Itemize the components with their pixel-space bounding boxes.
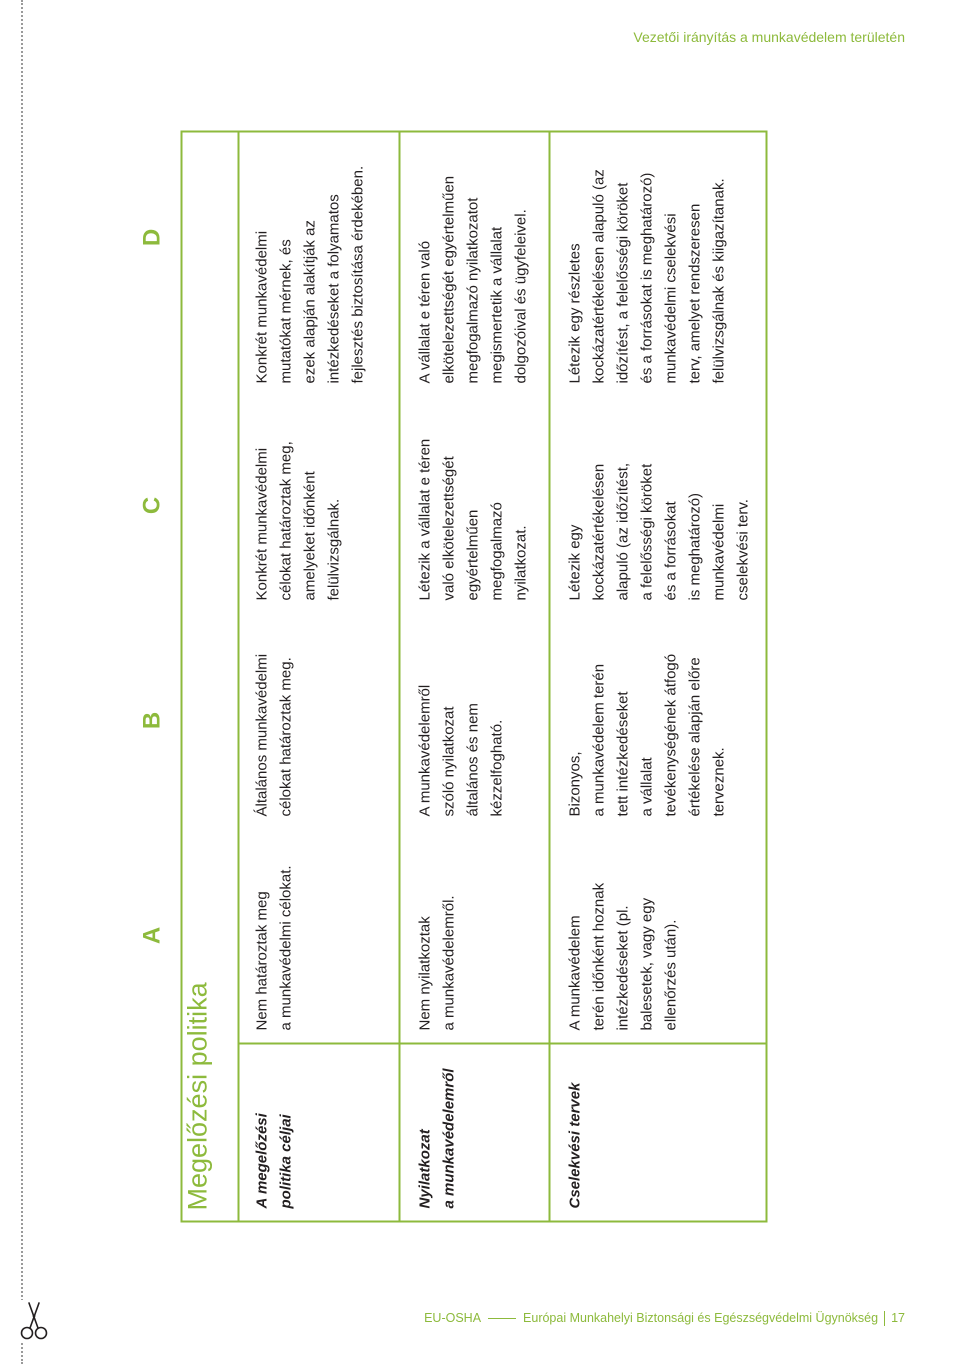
column-header-b: B: [138, 711, 165, 729]
column-headers: [132, 130, 172, 1222]
footer-vertical-divider: [884, 1311, 885, 1326]
column-header-d: D: [138, 228, 165, 246]
footer-dash-divider: [488, 1318, 516, 1319]
table-row-osh-statement: [400, 132, 550, 1220]
maturity-table: [180, 130, 767, 1222]
cell-osh-statement-a: Nem nyilatkoztak a munkavédelemről.: [416, 894, 457, 1030]
row-label-osh-statement: Nyilatkozat a munkavédelemről: [400, 1042, 548, 1220]
footer-org-full: Európai Munkahelyi Biztonsági és Egészségvédelmi Ügynökség: [523, 1311, 879, 1325]
cell-policy-goals-d: Konkrét munkavédelmi mutatókat mérnek, és ezek alapján alakítják az intézkedéseket a folyamatos fejlesztés biztosítása érdekében.: [253, 165, 366, 383]
cell-osh-statement-b: A munkavédelemről szóló nyilatkozat általános és nem kézzelfogható.: [416, 684, 505, 816]
cell-policy-goals-a: Nem határoztak meg a munkavédelmi célokat.: [253, 864, 294, 1030]
cell-action-plans-d: Létezik egy részletes kockázatértékelésen alapuló (az időzítést, a felelősségi köröket és a forrásokat is meghatározó) munkavédelmi cselekvési terv, amelyet rendszeresen felülvizsgálnak és kiigazítanak.: [566, 168, 727, 383]
cell-policy-goals-b: Általános munkavédelmi célokat határoztak meg.: [253, 653, 294, 816]
column-header-a: A: [138, 926, 165, 944]
table-row-action-plans: [550, 132, 765, 1220]
cell-action-plans-a: A munkavédelem terén időnként hoznak intézkedéseket (pl. balesetek, vagy egy ellenőrzés után).: [566, 882, 679, 1030]
scissors-icon: [14, 1300, 54, 1342]
cell-osh-statement-d: A vállalat e téren való elkötelezettségét egyértelműen megfogalmazó nyilatkozatot megismertetik a vállalat dolgozóival és ügyfeleivel.: [416, 175, 529, 383]
cell-action-plans-c: Létezik egy kockázatértékelésen alapuló (az időzítést, a felelősségi köröket és a forrásokat is meghatározó) munkavédelmi cselekvési terv.: [566, 462, 751, 600]
column-header-c: C: [138, 496, 165, 514]
rotated-table-group: [132, 130, 767, 1222]
row-label-action-plans: Cselekvési tervek: [550, 1042, 765, 1220]
cut-line: [21, 0, 23, 1364]
row-label-policy-goals: A megelőzési politika céljai: [239, 1042, 398, 1220]
table-title: Megelőzési politika: [182, 132, 239, 1220]
footer-org-short: EU-OSHA: [424, 1311, 482, 1325]
page-footer: [424, 1309, 905, 1327]
cell-policy-goals-c: Konkrét munkavédelmi célokat határoztak meg, amelyeket időnként felülvizsgálnak.: [253, 440, 342, 600]
running-head-title: Vezetői irányítás a munkavédelem területén: [633, 29, 905, 45]
page-number: 17: [891, 1311, 905, 1325]
table-row-policy-goals: [239, 132, 400, 1220]
cell-action-plans-b: Bizonyos, a munkavédelem terén tett intézkedéseket a vállalat tevékenységének átfogó értékelése alapján előre terveznek.: [566, 653, 727, 816]
cell-osh-statement-c: Létezik a vállalat e téren való elkötelezettségét egyértelműen megfogalmazó nyilatkozat.: [416, 438, 529, 600]
